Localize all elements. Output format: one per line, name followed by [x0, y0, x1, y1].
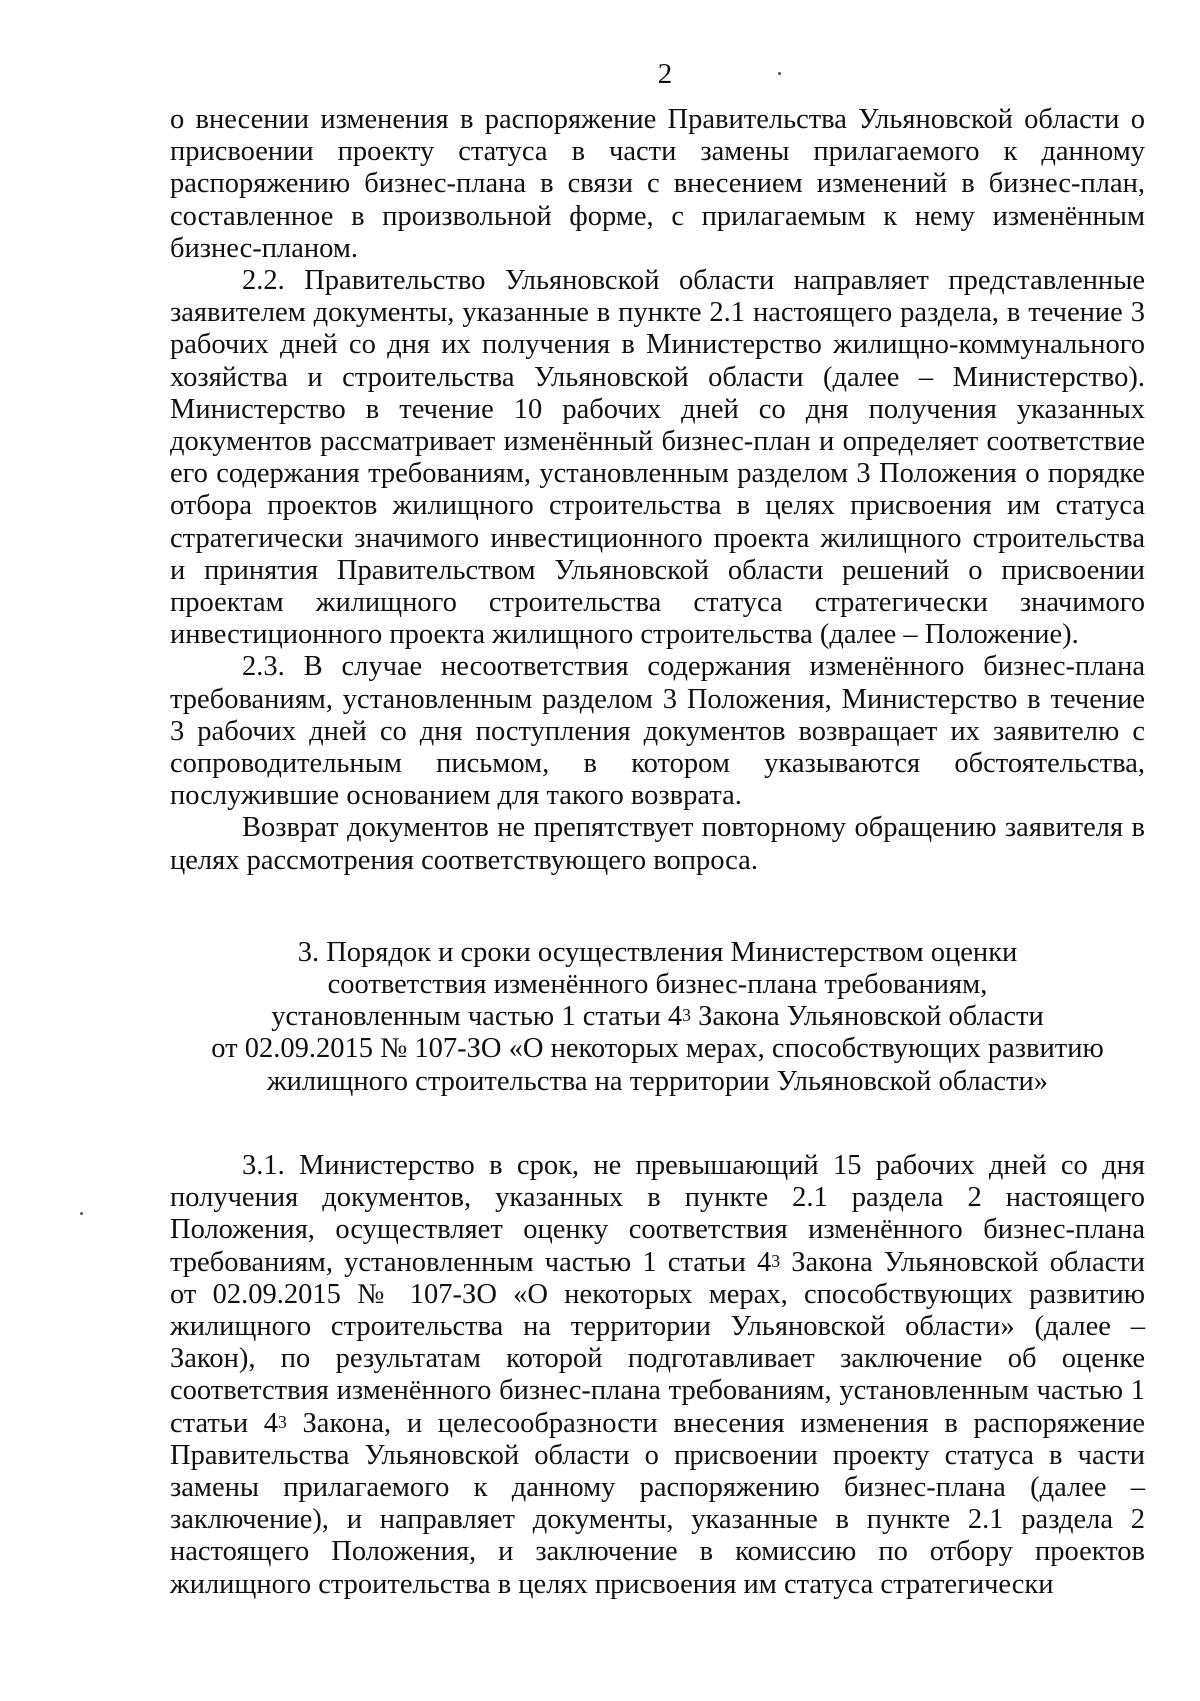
- heading-line-4: от 02.09.2015 № 107-ЗО «О некоторых мерах, способствующих развитию: [211, 1033, 1104, 1065]
- page-number: 2: [657, 58, 673, 90]
- heading-line-1: 3. Порядок и сроки осуществления Министерством оценки: [297, 936, 1018, 968]
- paragraph-3-1-superscript-1: 3: [771, 1250, 781, 1271]
- heading-line-3-text: установленным частью 1 статьи 4: [271, 1001, 683, 1033]
- paragraph-3-1: [170, 1150, 1145, 1601]
- paragraph-3-1-part-3: Закона, и целесообразности внесения изменения в распоряжение Правительства Ульяновской области о присвоении проекту статуса в части замены прилагаемого к данному распоряжению бизнес-плана (далее – заключение), и направляет документы, указанные в пункте 2.1 раздела 2 настоящего Положения, и заключение в комиссию по отбору проектов жилищного строительства в целях присвоения им статуса стратегически: [170, 1407, 1145, 1600]
- scan-speck: [778, 72, 781, 75]
- document-body: [170, 104, 1145, 1601]
- paragraph-2-2: 2.2. Правительство Ульяновской области направляет представленные заявителем документы, указанные в пункте 2.1 настоящего раздела, в течение 3 рабочих дней со дня их получения в Министерство жилищно-коммунального хозяйства и строительства Ульяновской области (далее – Министерство). Министерство в течение 10 рабочих дней со дня получения указанных документов рассматривает изменённый бизнес-план и определяет соответствие его содержания требованиям, установленным разделом 3 Положения о порядке отбора проектов жилищного строительства в целях присвоения им статуса стратегически значимого инвестиционного проекта жилищного строительства и принятия Правительством Ульяновской области решений о присвоении проектам жилищного строительства статуса стратегически значимого инвестиционного проекта жилищного строительства (далее – Положение).: [170, 265, 1145, 651]
- heading-line-3-tail: Закона Ульяновской области: [691, 1001, 1044, 1033]
- paragraph-3-1-part-1: 3.1. Министерство в срок, не превышающий 15 рабочих дней со дня получения документов, указанных в пункте 2.1 раздела 2 настоящего Положения, осуществляет оценку соответствия изменённого бизнес-плана требованиям, установленным частью 1 статьи 4: [170, 1149, 1145, 1278]
- heading-superscript: 3: [682, 1005, 691, 1026]
- paragraph-3-1-part-2: Закона Ульяновской области от 02.09.2015 № 107-ЗО «О некоторых мерах, способствующих развитию жилищного строительства на территории Ульяновской области» (далее – Закон), по результатам которой подготавливает заключение об оценке соответствия изменённого бизнес-плана требованиям, установленным частью 1 статьи 4: [170, 1246, 1145, 1439]
- paragraph-return-note: Возврат документов не препятствует повторному обращению заявителя в целях рассмотрения соответствующего вопроса.: [170, 812, 1145, 876]
- heading-line-5: жилищного строительства на территории Ульяновской области»: [266, 1065, 1049, 1097]
- heading-line-2: соответствия изменённого бизнес-плана требованиям,: [327, 969, 988, 1001]
- scan-speck: [80, 1212, 83, 1215]
- section-heading-3: [170, 937, 1145, 1098]
- heading-line-3: [170, 1001, 1145, 1033]
- paragraph-continuation: о внесении изменения в распоряжение Правительства Ульяновской области о присвоении проекту статуса в части замены прилагаемого к данному распоряжению бизнес-плана в связи с внесением изменений в бизнес-план, составленное в произвольной форме, с прилагаемым к нему изменённым бизнес-планом.: [170, 104, 1145, 264]
- paragraph-3-1-superscript-2: 3: [278, 1411, 287, 1432]
- paragraph-2-3: 2.3. В случае несоответствия содержания изменённого бизнес-плана требованиям, установленным разделом 3 Положения, Министерство в течение 3 рабочих дней со дня поступления документов возвращает их заявителю с сопроводительным письмом, в котором указываются обстоятельства, послужившие основанием для такого возврата.: [170, 651, 1145, 812]
